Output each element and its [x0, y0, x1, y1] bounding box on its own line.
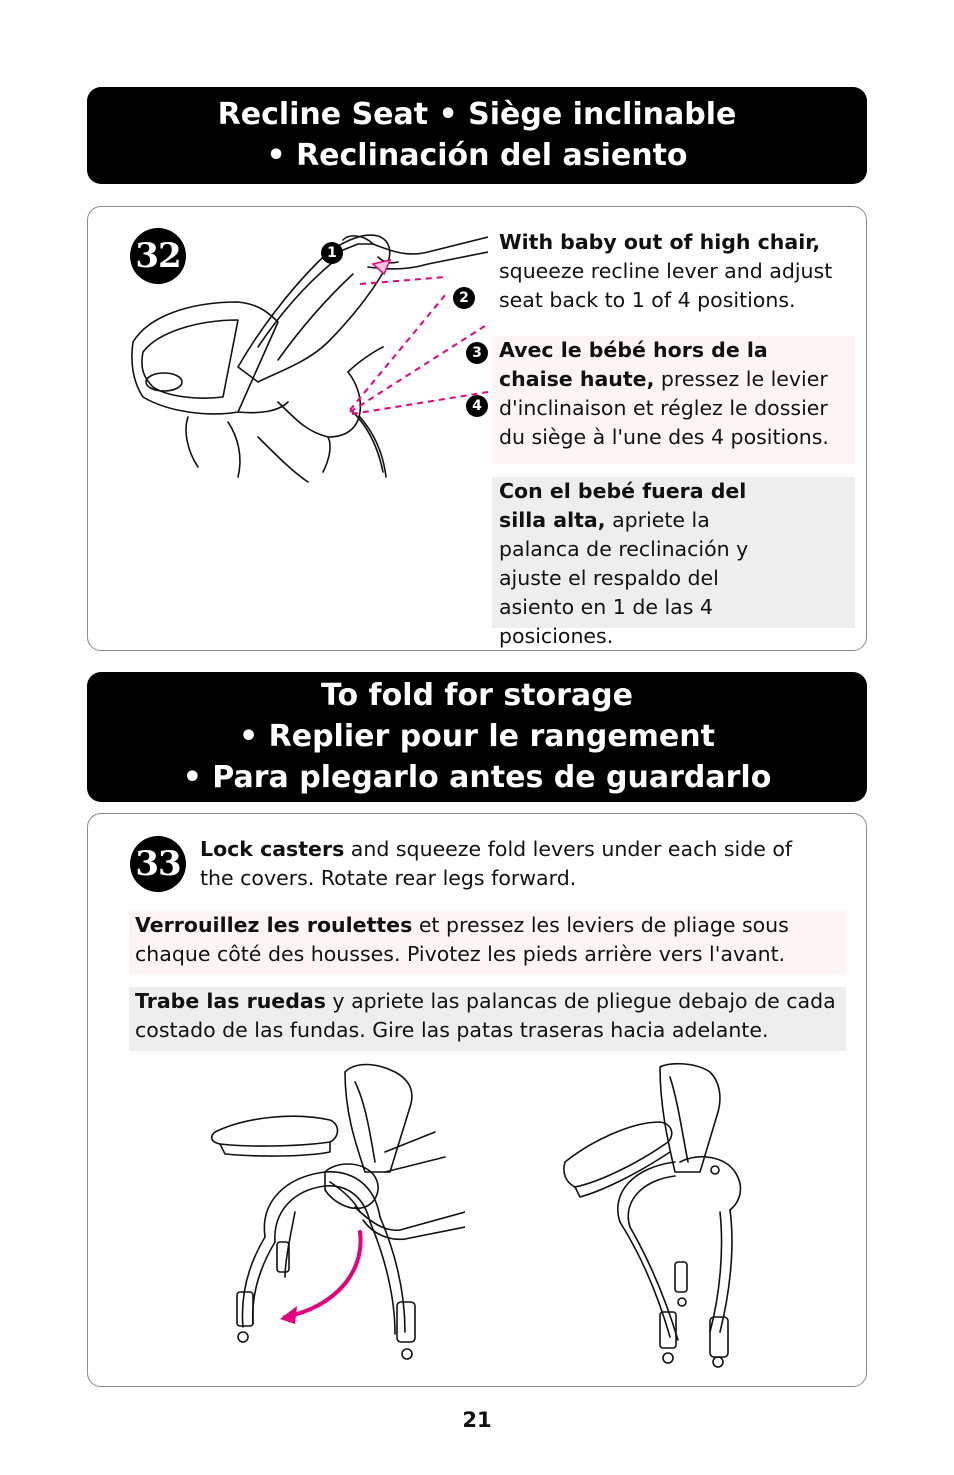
step-32-text-es — [492, 477, 855, 648]
callout-4: 4 — [466, 395, 488, 417]
section-header-fold — [87, 672, 867, 802]
step-32-en-bold: With baby out of high chair, — [499, 230, 821, 254]
step-number-33: 33 — [130, 836, 186, 892]
step-33-es-bold: Trabe las ruedas — [135, 989, 326, 1013]
step-32-text-fr — [492, 336, 855, 464]
header-line-2: • Replier pour le rangement — [239, 719, 715, 754]
fold-illustration-right — [560, 1062, 780, 1372]
step-33-text-en — [200, 835, 830, 893]
callout-3: 3 — [466, 342, 488, 364]
step-33-fr-bold: Verrouillez les roulettes — [135, 913, 413, 937]
step-32-es-body: apriete la palanca de reclinación y ajuste el respaldo del asiento en 1 de las 4 posiciones. — [499, 508, 749, 648]
step-33-es-body: y apriete las palancas de pliegue debajo de cada costado de las fundas. Gire las patas traseras hacia adelante. — [135, 989, 836, 1042]
step-32-text-en — [499, 228, 849, 315]
step-33-text-es — [129, 987, 846, 1051]
header-line-1: Recline Seat • Siège inclinable — [217, 97, 737, 132]
callout-1: 1 — [321, 242, 343, 264]
step-33-en-body: and squeeze fold levers under each side of the covers. Rotate rear legs forward. — [200, 837, 793, 890]
header-line-3: • Para plegarlo antes de guardarlo — [182, 760, 772, 795]
header-line-1: To fold for storage — [321, 678, 633, 713]
step-32-fr-body: pressez le levier d'inclinaison et réglez le dossier du siège à l'une des 4 positions. — [499, 367, 829, 449]
step-32-fr-bold: Avec le bébé hors de la chaise haute, — [499, 338, 768, 391]
step-32-es-bold: Con el bebé fuera del silla alta, — [499, 479, 747, 532]
page-number: 21 — [462, 1408, 492, 1432]
callout-2: 2 — [453, 287, 475, 309]
section-header-recline — [87, 87, 867, 184]
step-33-text-fr — [129, 911, 846, 975]
step-number-32: 32 — [130, 228, 186, 284]
fold-illustration-left — [205, 1062, 465, 1372]
header-line-2: • Reclinación del asiento — [266, 138, 688, 173]
step-33-fr-body: et pressez les leviers de pliage sous chaque côté des housses. Pivotez les pieds arrière vers l'avant. — [135, 913, 789, 966]
step-33-en-bold: Lock casters — [200, 837, 345, 861]
step-32-en-body: squeeze recline lever and adjust seat back to 1 of 4 positions. — [499, 259, 833, 312]
recline-illustration — [128, 222, 488, 492]
